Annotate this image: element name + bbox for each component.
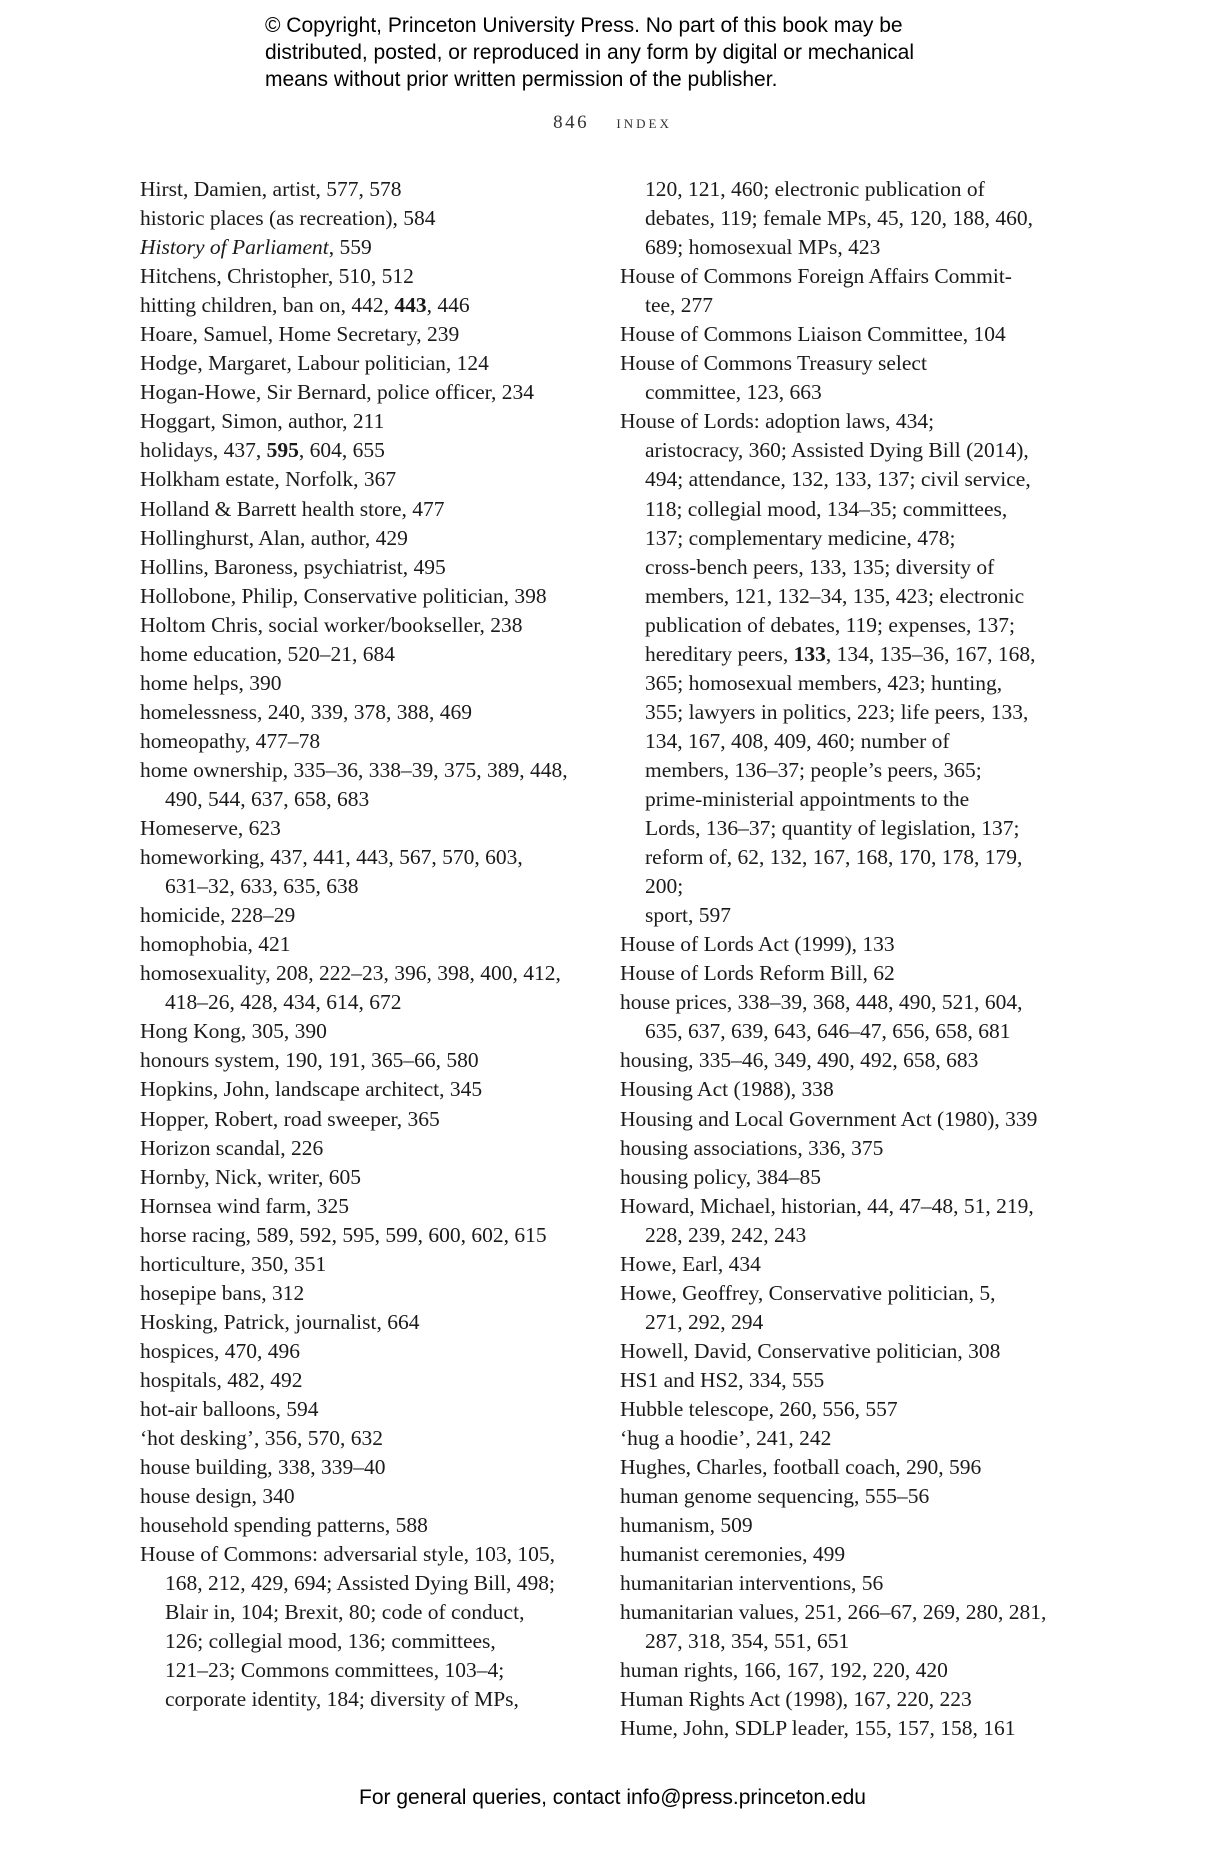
index-entry-text: , 134, 135–36, 167, 168, 365; homosexual members, 423; hunting, 355; lawyers in politics, 223; life peers, 133, 134, 167, 408, 409, 460; number of members, 136–37; people’s peers, 365; prime-ministerial appointments to the Lords, 136–37; quantity of legislation, 137; reform of, 62, 132, 167, 168, 170, 178, 179, 200; sport, 597 bbox=[645, 641, 1036, 928]
index-entry-text: , 559 bbox=[328, 235, 372, 260]
index-entry-bold-locator: 443 bbox=[394, 293, 427, 318]
index-entry: House of Commons Treasury select committee, 123, 663 bbox=[620, 351, 927, 405]
index-entry-continued: 120, 121, 460; electronic publication of debates, 119; female MPs, 45, 120, 188, 460, 689; homosexual MPs, 423 bbox=[645, 177, 1033, 260]
index-entry: Howe, Geoffrey, Conservative politician, 5, 271, 292, 294 bbox=[620, 1280, 996, 1334]
index-entry: humanism, 509 bbox=[620, 1513, 753, 1538]
index-entry-text: , 604, 655 bbox=[298, 438, 385, 463]
index-entry-bold-locator: 133 bbox=[793, 641, 826, 666]
index-entry: historic places (as recreation), 584 bbox=[140, 206, 436, 231]
index-entry: humanitarian interventions, 56 bbox=[620, 1571, 884, 1596]
section-title: index bbox=[616, 112, 672, 133]
index-entry: Holtom Chris, social worker/bookseller, 238 bbox=[140, 612, 523, 637]
index-entry: homicide, 228–29 bbox=[140, 903, 296, 928]
index-entry-title: History of Parliament bbox=[140, 235, 329, 260]
index-entry: Hodge, Margaret, Labour politician, 124 bbox=[140, 351, 489, 376]
index-entry: honours system, 190, 191, 365–66, 580 bbox=[140, 1048, 479, 1073]
index-entry: Hubble telescope, 260, 556, 557 bbox=[620, 1396, 898, 1421]
index-entry-text: holidays, 437, bbox=[140, 438, 267, 463]
index-entry: Hughes, Charles, football coach, 290, 596 bbox=[620, 1455, 982, 1480]
index-entry: house design, 340 bbox=[140, 1484, 295, 1509]
index-entry: hosepipe bans, 312 bbox=[140, 1280, 305, 1305]
copyright-line-1: © Copyright, Princeton University Press. No part of this book may be bbox=[265, 14, 903, 37]
index-column-left bbox=[140, 175, 580, 1714]
index-entry: Hornby, Nick, writer, 605 bbox=[140, 1164, 362, 1189]
index-entry: ‘hot desking’, 356, 570, 632 bbox=[140, 1426, 384, 1451]
index-entry: Horizon scandal, 226 bbox=[140, 1135, 324, 1160]
index-entry bbox=[140, 233, 580, 262]
index-entry: house prices, 338–39, 368, 448, 490, 521, 604, 635, 637, 639, 643, 646–47, 656, 658, 681 bbox=[620, 990, 1023, 1044]
index-entry: Hogan-Howe, Sir Bernard, police officer, 234 bbox=[140, 380, 534, 405]
running-head bbox=[0, 112, 1225, 134]
index-entry: Hume, John, SDLP leader, 155, 157, 158, 161 bbox=[620, 1716, 1016, 1741]
index-entry: Hollobone, Philip, Conservative politician, 398 bbox=[140, 583, 547, 608]
index-entry: homelessness, 240, 339, 378, 388, 469 bbox=[140, 699, 473, 724]
copyright-notice bbox=[265, 12, 1025, 93]
index-entry bbox=[140, 436, 580, 465]
index-entry: HS1 and HS2, 334, 555 bbox=[620, 1367, 825, 1392]
page-number: 846 bbox=[553, 112, 590, 133]
index-entry: Holland & Barrett health store, 477 bbox=[140, 496, 445, 521]
index-entry: horticulture, 350, 351 bbox=[140, 1251, 327, 1276]
index-entry: Hirst, Damien, artist, 577, 578 bbox=[140, 177, 402, 201]
index-entry: Hosking, Patrick, journalist, 664 bbox=[140, 1309, 420, 1334]
index-entry: Hornsea wind farm, 325 bbox=[140, 1193, 349, 1218]
index-entry: Hoggart, Simon, author, 211 bbox=[140, 409, 385, 434]
index-entry: Human Rights Act (1998), 167, 220, 223 bbox=[620, 1687, 972, 1712]
index-entry: homeopathy, 477–78 bbox=[140, 728, 321, 753]
index-entry: House of Lords Act (1999), 133 bbox=[620, 932, 895, 957]
index-entry: Hoare, Samuel, Home Secretary, 239 bbox=[140, 322, 460, 347]
index-entry: home education, 520–21, 684 bbox=[140, 641, 395, 666]
index-entry: human rights, 166, 167, 192, 220, 420 bbox=[620, 1658, 948, 1683]
index-entry: housing associations, 336, 375 bbox=[620, 1135, 884, 1160]
index-entry-text: House of Lords: adoption laws, 434; aristocracy, 360; Assisted Dying Bill (2014), 494; attendance, 132, 133, 137; civil service, 118; collegial mood, 134–35; committees, 137; complementary medicine, 478; cross-bench peers, 133, 135; diversity of members, 121, 132–34, 135, 423; electronic publication of debates, 119; expenses, 137; hereditary peers, bbox=[620, 409, 1031, 666]
index-entry: horse racing, 589, 592, 595, 599, 600, 602, 615 bbox=[140, 1222, 547, 1247]
index-entry-bold-locator: 595 bbox=[266, 438, 299, 463]
copyright-line-3: means without prior written permission of the publisher. bbox=[265, 68, 778, 91]
index-entry: household spending patterns, 588 bbox=[140, 1513, 428, 1538]
index-entry-text: , 446 bbox=[426, 293, 470, 318]
index-entry: ‘hug a hoodie’, 241, 242 bbox=[620, 1426, 832, 1451]
index-entry: home helps, 390 bbox=[140, 670, 282, 695]
index-entry: hospices, 470, 496 bbox=[140, 1338, 301, 1363]
index-entry: house building, 338, 339–40 bbox=[140, 1455, 386, 1480]
index-entry: Hong Kong, 305, 390 bbox=[140, 1019, 327, 1044]
index-entry: Hollins, Baroness, psychiatrist, 495 bbox=[140, 554, 446, 579]
index-column-right bbox=[620, 175, 1060, 1744]
footer-contact: For general queries, contact info@press.princeton.edu bbox=[359, 1786, 866, 1809]
index-entry bbox=[620, 407, 1060, 930]
index-entry: humanist ceremonies, 499 bbox=[620, 1542, 846, 1567]
index-entry: hot-air balloons, 594 bbox=[140, 1396, 319, 1421]
index-entry: Homeserve, 623 bbox=[140, 816, 281, 841]
index-entry: Hollinghurst, Alan, author, 429 bbox=[140, 525, 408, 550]
index-entry: House of Commons: adversarial style, 103, 105, 168, 212, 429, 694; Assisted Dying Bill, 498; Blair in, 104; Brexit, 80; code of conduct, 126; collegial mood, 136; committees, 121–23; Commons committees, 103–4; corporate identity, 184; diversity of MPs, bbox=[140, 1542, 556, 1712]
copyright-line-2: distributed, posted, or reproduced in any form by digital or mechanical bbox=[265, 41, 915, 64]
index-entry: Hopkins, John, landscape architect, 345 bbox=[140, 1077, 483, 1102]
index-entry: home ownership, 335–36, 338–39, 375, 389, 448, 490, 544, 637, 658, 683 bbox=[140, 757, 568, 811]
index-entry: Housing Act (1988), 338 bbox=[620, 1077, 834, 1102]
index-entry: Howell, David, Conservative politician, 308 bbox=[620, 1338, 1001, 1363]
index-entry: humanitarian values, 251, 266–67, 269, 280, 281, 287, 318, 354, 551, 651 bbox=[620, 1600, 1047, 1654]
index-entry: housing, 335–46, 349, 490, 492, 658, 683 bbox=[620, 1048, 979, 1073]
index-entry: homophobia, 421 bbox=[140, 932, 291, 957]
index-entry bbox=[140, 291, 580, 320]
index-entry: hospitals, 482, 492 bbox=[140, 1367, 303, 1392]
index-entry: House of Commons Foreign Affairs Commit- tee, 277 bbox=[620, 264, 1012, 318]
index-entry: Holkham estate, Norfolk, 367 bbox=[140, 467, 397, 492]
index-entry: homosexuality, 208, 222–23, 396, 398, 400, 412, 418–26, 428, 434, 614, 672 bbox=[140, 961, 561, 1015]
index-entry: human genome sequencing, 555–56 bbox=[620, 1484, 930, 1509]
index-entry: homeworking, 437, 441, 443, 567, 570, 603, 631–32, 633, 635, 638 bbox=[140, 845, 523, 899]
index-entry: House of Lords Reform Bill, 62 bbox=[620, 961, 895, 986]
index-entry: Howe, Earl, 434 bbox=[620, 1251, 761, 1276]
index-entry: Housing and Local Government Act (1980), 339 bbox=[620, 1106, 1038, 1131]
index-entry: Hitchens, Christopher, 510, 512 bbox=[140, 264, 414, 289]
index-entry: Hopper, Robert, road sweeper, 365 bbox=[140, 1106, 440, 1131]
index-entry-text: hitting children, ban on, 442, bbox=[140, 293, 395, 318]
index-entry: House of Commons Liaison Committee, 104 bbox=[620, 322, 1006, 347]
index-entry: Howard, Michael, historian, 44, 47–48, 51, 219, 228, 239, 242, 243 bbox=[620, 1193, 1034, 1247]
index-entry: housing policy, 384–85 bbox=[620, 1164, 822, 1189]
